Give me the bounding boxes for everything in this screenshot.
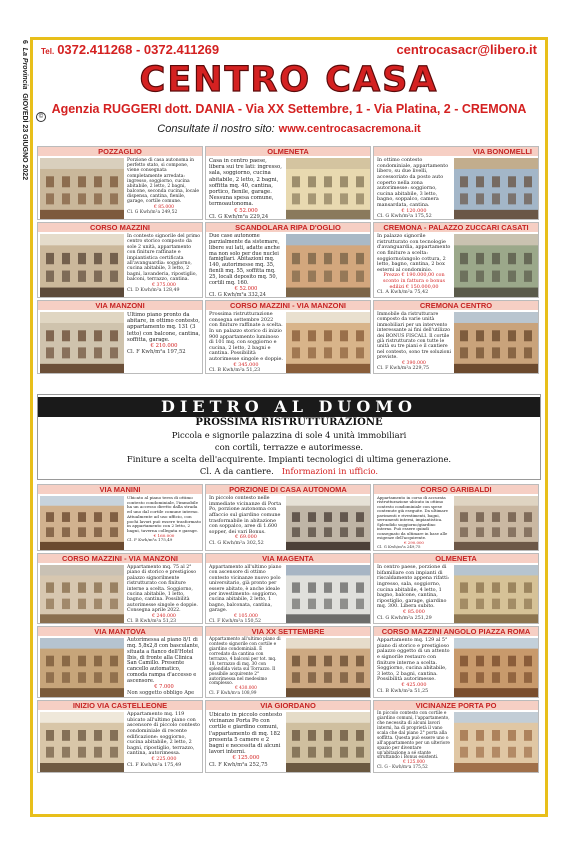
listing-price: € 345.000 [233, 361, 259, 368]
listing-energy-class: Cl. F Kwh/m²a 175,49 [127, 537, 173, 543]
header [33, 40, 545, 152]
banner-line-1: Piccola e signorile palazzina di sole 4 unità immobiliari [171, 430, 407, 440]
listing-title: VIA GIORDANO [206, 701, 370, 710]
photo-image [40, 158, 124, 219]
listing-photo [454, 638, 538, 697]
listing-card[interactable] [373, 484, 539, 551]
listing-price: € 430.000 [235, 686, 257, 692]
listing-card[interactable] [373, 626, 539, 698]
listing-text [127, 158, 201, 215]
listing-card[interactable] [373, 146, 539, 220]
listing-text [377, 158, 451, 220]
listing-photo [286, 638, 370, 697]
listing-price: € 210.000 [150, 343, 178, 350]
listing-card[interactable] [205, 222, 371, 298]
photo-image [454, 496, 538, 550]
photo-image [286, 158, 370, 219]
listing-card[interactable] [37, 484, 203, 551]
photo-image [454, 565, 538, 623]
listing-card[interactable] [373, 700, 539, 773]
photo-image [40, 234, 124, 297]
listing-card[interactable] [205, 484, 371, 551]
listing-card[interactable] [205, 626, 371, 698]
listing-energy-class: Cl. F Kwh/m²a 175,49 [127, 761, 182, 768]
photo-image [454, 234, 538, 297]
listing-title: VIA MANTOVA [38, 627, 202, 636]
listing-text [377, 565, 451, 621]
photo-image [454, 312, 538, 373]
listing-card[interactable] [373, 553, 539, 624]
listing-text [127, 565, 201, 624]
photo-image [286, 712, 370, 772]
listing-text [209, 712, 283, 768]
copyright-icon: © [36, 112, 46, 122]
listing-photo [286, 712, 370, 772]
listing-photo [40, 565, 124, 623]
banner-title: DIETRO AL DUOMO [38, 397, 540, 417]
website-line: Consultate il nostro sito: www.centrocasacremona.it [157, 123, 421, 135]
listing-energy-class: Cl. F Kwh/m²a 108,99 [209, 691, 257, 697]
listing-energy-class: Cl. G Kwh/m²a 251,29 [377, 614, 432, 621]
brand-logo: CENTRO CASA [139, 60, 439, 100]
listing-text [127, 312, 201, 355]
photo-image [40, 565, 124, 623]
promo-banner [37, 394, 541, 480]
listing-card[interactable] [205, 553, 371, 624]
listing-title: POZZAGLIO [38, 147, 202, 156]
photo-image [40, 638, 124, 697]
listing-title: INIZIO VIA CASTELLEONE [38, 701, 202, 710]
spine-text: 6 La Provincia GIOVEDÌ 23 GIUGNO 2022 [21, 40, 28, 181]
listing-text [377, 638, 451, 694]
listing-energy-class: Cl. G Kwh/m²a 332,24 [209, 291, 266, 298]
listing-price: € 85.000 [153, 204, 175, 210]
listing-price: € 69.000 [235, 534, 257, 541]
listing-price: € 160.000 [153, 532, 175, 538]
photo-image [286, 638, 370, 697]
listing-description: Porzione di casa autonoma in perfetto stato, si compone, viene consegnata completamente arredata: ingresso, soggiorno, cucina abitabile, 2 letto, 2 bagni, balcone, seconda cucina, locale dispensa, cantina, fienile, garage, cortile comune. [127, 158, 200, 205]
listing-card[interactable] [37, 626, 203, 698]
listing-card[interactable] [205, 700, 371, 773]
listing-description: Appartamento all'ultimo piano con ascensore di ottimo contesto vicinanze nuovo polo universitario, già pronto per essere abitato, è anche ideale per investimento: soggiorno, cucina abitabile, 2 letto, 1 bagno, balconata, cantina, garage. [209, 565, 282, 614]
listing-description: Prossima ristrutturazione consegna settembre 2022 con finiture raffinate a scelta. In un palazzo storico di inizio 900 appartamento luminoso di 101 mq. con soggiorno e cucina, 2 letto, 2 bagni e cantina. Possibilità autorimesse singole e doppie. [209, 311, 283, 363]
banner-line-2: con cortili, terrazze e autorimesse. [214, 442, 364, 452]
listing-photo [454, 712, 538, 772]
website-link[interactable]: www.centrocasacremona.it [278, 123, 421, 135]
listing-title: VICINANZE PORTA PO [374, 701, 538, 710]
listing-title: VIA MANINI [38, 485, 202, 494]
listing-description: Ubicato in piccolo contesto vicinanze Porta Po con cortile e giardino comuni, l'appartamento di mq. 182 presenta 5 camere e 2 bagni e necessita di alcuni lavori interni. [209, 712, 283, 756]
listing-price: € 125.000 [403, 760, 425, 766]
listing-price: Prezzo € 190.000,00 con sconto in fattura o bonus edilizi € 150.000,00 [382, 272, 446, 290]
listing-text [377, 712, 451, 771]
banner-line-3: Finiture a scelta dell'acquirente. Impianti tecnologici di ultima generazione. [126, 454, 452, 464]
listing-photo [454, 312, 538, 373]
listing-price: € 375.000 [152, 282, 176, 288]
listing-title: PORZIONE DI CASA AUTONOMA [206, 485, 370, 494]
listing-description: In ottimo contesto condominiale, appartamento libero, su due livelli, accessoriato da posto auto coperto nella zona autorimesse: soggiorno, cucina abitabile, 3 letto, bagno, soppalco, camera mansardata, cantina. [377, 157, 449, 209]
listing-photo [454, 565, 538, 623]
listing-photo [40, 638, 124, 697]
listing-text [377, 234, 451, 296]
listing-energy-class: Cl. F Kwh/m²a 197,52 [127, 349, 186, 356]
listing-energy-class: Cl. B Kwh/m²a 51,23 [127, 619, 177, 624]
listing-energy-class: Cl. B Kwh/m²a 51,25 [377, 687, 429, 694]
listing-card[interactable] [373, 222, 539, 298]
listing-text [127, 712, 201, 768]
listing-photo [40, 496, 124, 550]
listing-price: € 425.000 [401, 682, 427, 689]
listing-text [377, 312, 451, 371]
listing-description: In centro paese, porzione di bifamiliare con impianti di riscaldamento appena rifatti: ingresso, sala, soggiorno, cucina abitabile, 4 letto, 1 bagno, balcone, cantina, ripostiglio, garage, giardino mq. 300. Libera subito. [377, 564, 450, 610]
listing-card[interactable] [37, 553, 203, 624]
listing-title: CORSO GARIBALDI [374, 485, 538, 494]
listing-price: € 52.000 [234, 285, 258, 292]
listing-text [127, 496, 201, 543]
listing-energy-class: Cl. B Kwh/m²a 51,23 [209, 367, 261, 374]
listing-text [209, 234, 283, 298]
listing-price: € 7.000 [154, 683, 174, 690]
listing-title: VIA BONOMELLI [374, 147, 538, 156]
photo-image [40, 312, 124, 373]
listing-card[interactable] [205, 146, 371, 220]
page-spine [16, 40, 28, 400]
photo-image [286, 234, 370, 297]
listing-card[interactable] [37, 300, 203, 374]
listing-energy-class: Cl. F Kwh/m²a 252,75 [209, 761, 268, 768]
listing-energy-class: Cl. G - Kwh/m²a 175,52 [377, 765, 428, 771]
listing-title: OLMENETA [206, 147, 370, 156]
listing-title: VIA MAGENTA [206, 554, 370, 563]
listing-price: € 225.000 [151, 756, 177, 763]
advert-frame [30, 37, 548, 817]
listing-energy-class: Cl. G Kwh/m²a 249,52 [127, 209, 178, 215]
listing-title: CREMONA CENTRO [374, 301, 538, 310]
listing-energy-class: Cl. G Kwh/m²a 302,52 [209, 540, 264, 547]
listing-description: Due case autonome parzialmente da sistemare, libere sui lati, adatte anche ma non solo per due nuclei famigliari. Abitazioni mq. 140, autorimesse mq. 35, fienili mq. 55, soffitta mq. 25, locali deposito mq. 50, cortili mq. 160. [209, 233, 280, 286]
listing-energy-class: Cl. G Kwh/m²a 229,24 [209, 213, 269, 220]
listing-title: OLMENETA [374, 554, 538, 563]
listing-photo [286, 234, 370, 297]
listing-description: Appartamento mq. 75 al 2° piano di storico e prestigioso palazzo signorilmente ristrutturato con finiture interne a scelta. Soggiorno, cucina abitabile, 1 letto, bagno, cantina. Possibilità autorimesse singole e doppie. Consegna aprile 2022. [127, 565, 198, 614]
listing-photo [40, 712, 124, 772]
banner-line-4: Cl. A da cantiere. Informazioni in ufficio. [199, 466, 379, 476]
listing-text [209, 496, 283, 547]
listing-title: VIA XX SETTEMBRE [206, 627, 370, 636]
listing-photo [286, 565, 370, 623]
listing-price: € 240.000 [152, 613, 176, 619]
agency-address: Agenzia RUGGERI dott. DANIA - Via XX Settembre, 1 - Via Platina, 2 - CREMONA [51, 102, 527, 116]
listing-text [209, 158, 283, 220]
listing-description: Appartamento mq. 129 al 5° piano di storico e prestigioso palazzo oggetto di un attento e signorile restauro con finiture interne a scelta. Soggiorno, cucina abitabile, 3 letto, 2 bagni, cantina. Possibilità autorimesse. [377, 637, 450, 683]
listing-photo [454, 496, 538, 550]
listing-text [209, 565, 283, 624]
listing-energy-class: Cl. D Kwh/m²a 128,49 [127, 288, 180, 294]
listing-title: VIA MANZONI [38, 301, 202, 310]
photo-image [454, 158, 538, 219]
listing-photo [40, 312, 124, 373]
photo-image [286, 565, 370, 623]
listing-text [209, 312, 283, 374]
photo-image [454, 638, 538, 697]
listing-text [209, 638, 283, 697]
listing-energy-class: Cl. G Kwh/m²a 249,75 [377, 544, 421, 550]
photo-image [454, 712, 538, 772]
listing-title: CREMONA - PALAZZO ZUCCARI CASATI [374, 223, 538, 232]
listing-photo [40, 234, 124, 297]
listing-photo [286, 496, 370, 550]
phone-numbers[interactable]: Tel. 0372.411268 - 0372.411269 [41, 42, 220, 57]
photo-image [286, 312, 370, 373]
listing-energy-class: Non soggetto obbligo Ape [127, 689, 195, 696]
listing-energy-class: Cl. G Kwh/m²a 175,52 [377, 213, 432, 220]
listing-photo [286, 158, 370, 219]
listing-price: € 125.000 [232, 755, 260, 762]
listing-description: Immobile da ristrutturare composto da varie unità immobiliari per un intervento interessante ai fini dell'utilizzo dei BONUS FISCALI. Il cortile già ristrutturato con tutte le unità su tre piani e il cantiere nel contesto, sono tre soluzioni previste. [377, 312, 451, 361]
photo-image [40, 712, 124, 772]
listing-text [377, 496, 451, 550]
photo-image [286, 496, 370, 550]
listing-price: € 290.000 [404, 539, 424, 545]
listing-description: Autorimessa al piano 8/1 di mq. 5,8x2,8 con basculante, situata a fianco dell'Hotel Ibis, di fronte alla Clinica San Camillo. Presente cancello automatico, comoda rampa d'accesso e ascensore. [127, 637, 200, 685]
listing-price: € 105.000 [234, 613, 258, 619]
listing-energy-class: Cl. A Kwh/m²a 75,42 [377, 289, 429, 296]
listing-text [127, 234, 201, 293]
listing-photo [40, 158, 124, 219]
email-link[interactable]: centrocasacr@libero.it [396, 42, 537, 57]
listing-price: € 52.000 [234, 207, 258, 214]
listing-energy-class: Cl. F Kwh/m²a 150,52 [209, 619, 261, 624]
listing-photo [454, 158, 538, 219]
listing-price: € 85.000 [403, 609, 425, 616]
listing-photo [286, 312, 370, 373]
listing-price: € 120.000 [401, 207, 427, 214]
listing-energy-class: Cl. F Kwh/m²a 229,75 [377, 366, 429, 372]
listing-description: Ultimo piano pronto da abitare, in ottimo contesto, appartamento mq. 131 (3 letto) con balcone, cantina, soffitta, garage. [127, 312, 201, 343]
listing-description: Appartamento in corso di accurata ristrutturazione ubicato in ottimo contesto condominiale con spese contenute già eseguite. Da ultimare pavimenti e rivestimenti, bagni, serramenti interni, impiantistica. Splendido soggiorno/giardino interno. Può essere quindi consegnato da ultimare in base alle esigenze dell'acquirente. [377, 495, 448, 541]
banner-subtitle: PROSSIMA RISTRUTTURAZIONE [195, 417, 383, 428]
listing-card[interactable] [37, 146, 203, 220]
listing-description: In palazzo signorile ristrutturato con tecnologie d'avanguardia, appartamento con finiture a scelta: soggiorno/angolo cottura, 2 letto, bagno, cantina, 2 box esterni al condominio. [377, 233, 451, 273]
listing-description: In piccolo contesto con cortile e giardino comuni, l'appartamento, che necessita di alcuni lavori interni, ha di proprietà il vano scala che dal piano 2° porta alla soffitta. Questa può essere uno o all'appartamento per un ulteriore spazio per diventare un'abitazione a sé stante sfruttando i Bonus esistenti. [377, 711, 450, 761]
listing-description: Casa in centro paese, libera sui tre lati: ingresso, sala, soggiorno, cucina abitabile, 2 letto, 2 bagni, soffitta mq. 40, cantina, portico, fienile, garage. Nessuna spesa comune, termoautonoma. [209, 158, 282, 208]
listing-card[interactable] [373, 300, 539, 374]
listing-title: CORSO MAZZINI - VIA MANZONI [206, 301, 370, 310]
listing-card[interactable] [37, 222, 203, 298]
listing-description: Ubicato al piano terra di ottimo contesto condominiale, l'immobile ha un accesso diretto dalla strada ed uno dal cortile comune interno. Attualmente ad uso ufficio, con pochi lavori può essere trasformato in appartamento con 2 letto, 2 bagni, taverna collegata e garage. [127, 495, 201, 534]
listing-title: CORSO MAZZINI [38, 223, 202, 232]
listing-card[interactable] [37, 700, 203, 773]
listing-title: SCANDOLARA RIPA D'OGLIO [206, 223, 370, 232]
listing-card[interactable] [205, 300, 371, 374]
listing-title: CORSO MAZZINI ANGOLO PIAZZA ROMA [374, 627, 538, 636]
listing-description: In piccolo contesto nelle immediate vicinanze di Porta Po, porzione autonoma con affaccio sul giardino comune trasformabile in abitazione con soppalco, aree di 1.600 sopper, dei vari Bonus. [209, 495, 282, 535]
listing-title: CORSO MAZZINI - VIA MANZONI [38, 554, 202, 563]
photo-image [40, 496, 124, 550]
listing-description: In contesto signorile del primo centro storico composto da sole 2 unità, appartamento con finiture raffinate e impiantistica certificata all'avanguardia: soggiorno, cucina abitabile, 3 letto, 2 bagni, lavanderia, ripostiglio, balconi, terrazzo, cantina. [127, 234, 201, 283]
listing-price: € 390.000 [402, 360, 426, 366]
listing-description: Appartamento all'ultimo piano di contesto signorile con cortile e giardino condominiali. È corredato da cantina con terrazzo, 4 balconi per tot. mq. 18, terrazzo di mq. 30 con splendida vista sul Torrazzo. Il possibile acquirente 2° autorimessa nel medesimo complesso. [209, 637, 281, 687]
listing-text [127, 638, 201, 697]
listing-description: Appartamento mq. 119 ubicato all'ultimo piano con ascensore di piccolo contesto condominiale di recente edificazione: soggiorno, cucina abitabile, 2 letto, 2 bagni, ripostiglio, terrazzo, cantina, autorimessa. [127, 711, 200, 757]
listing-photo [454, 234, 538, 297]
